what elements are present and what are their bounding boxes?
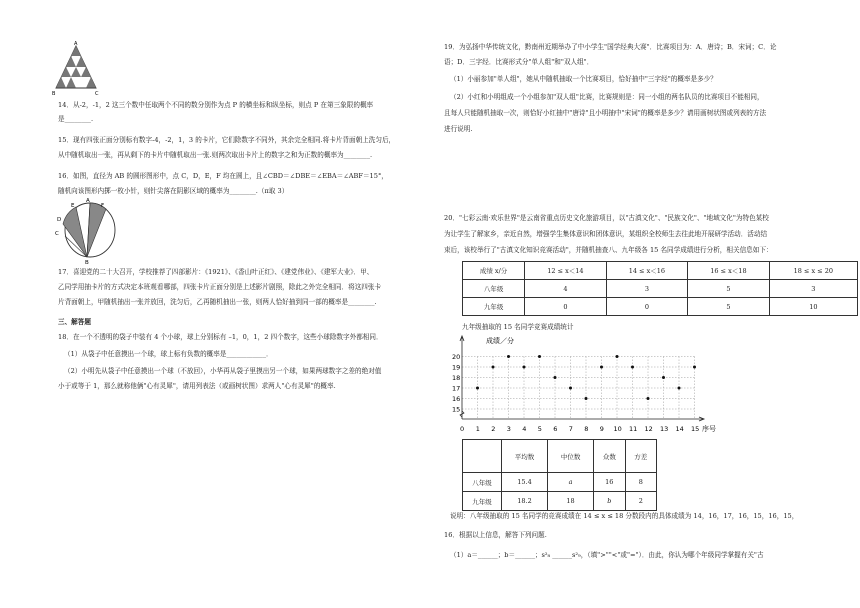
circle-label-d: D bbox=[57, 217, 62, 223]
table-cell: 3 bbox=[769, 280, 857, 298]
y-tick-label: 18 bbox=[452, 374, 461, 382]
data-point bbox=[507, 355, 510, 358]
x-tick-label: 1 bbox=[475, 425, 480, 433]
freq-header: 12 ≤ x＜14 bbox=[525, 262, 607, 280]
x-tick-label: 12 bbox=[644, 425, 653, 433]
data-point bbox=[678, 387, 681, 390]
x-tick-label: 5 bbox=[537, 425, 542, 433]
chart-origin: 0 bbox=[460, 425, 465, 433]
table-cell: 4 bbox=[525, 280, 607, 298]
circle-label-a: A bbox=[86, 198, 90, 204]
frequency-table bbox=[462, 261, 858, 316]
table-row bbox=[463, 473, 657, 492]
q18-sub1: （1）从袋子中任意摸出一个球，球上标有负数的概率是____________． bbox=[64, 350, 273, 358]
q19-line2: 语；D．三字经．比赛形式分"单人组"和"双人组"． bbox=[444, 58, 594, 66]
q16-line1: 16．如图，直径为 AB 的圆形图形中，点 C，D，E，F 均在圆上，且∠CBD＝∠DBE＝∠EBA＝∠ABF＝15°， bbox=[58, 172, 388, 180]
q17-line2: 乙同学用抽卡片的方式决定本班观看哪部，四张卡片正面分别是上述影片剧照，除此之外完全相同．将这四张卡 bbox=[58, 283, 382, 291]
score-chart bbox=[452, 333, 732, 433]
table-cell: 15.4 bbox=[502, 473, 548, 492]
table-cell: 0 bbox=[525, 298, 607, 316]
x-tick-label: 8 bbox=[584, 425, 589, 433]
freq-header: 18 ≤ x ≤ 20 bbox=[769, 262, 857, 280]
table-cell: 2 bbox=[625, 492, 656, 511]
table-cell: b bbox=[594, 492, 625, 511]
table-cell: 16 bbox=[594, 473, 625, 492]
q19-sub1: （1）小丽参加"单人组"，她从中随机抽取一个比赛项目，恰好抽中"三字经"的概率是多少？ bbox=[450, 75, 717, 83]
q14-line2: 是________. bbox=[58, 115, 94, 123]
freq-header-row bbox=[463, 262, 858, 280]
data-point bbox=[585, 397, 588, 400]
right-column bbox=[430, 0, 860, 608]
data-point bbox=[523, 366, 526, 369]
q19-line1: 19．为弘扬中华传统文化，黔南州近期举办了中小学生"国学经典大赛"．比赛项目为：A．唐诗；B．宋词；C．论 bbox=[444, 43, 777, 51]
stats-header: 中位数 bbox=[548, 440, 594, 473]
data-point bbox=[476, 387, 479, 390]
data-point bbox=[693, 366, 696, 369]
x-tick-label: 10 bbox=[613, 425, 622, 433]
data-point bbox=[647, 397, 650, 400]
table-cell: 18.2 bbox=[502, 492, 548, 511]
q16-line2: 随机向该图形内掷一枚小针，则针尖落在阴影区域的概率为________.（π取 3） bbox=[58, 187, 289, 195]
table-row bbox=[463, 280, 858, 298]
stats-header bbox=[463, 440, 502, 473]
y-tick-label: 19 bbox=[452, 363, 461, 372]
q18-sub2b: 小于或等于 1，那么就称他俩"心有灵犀"，请用列表法（或画树状图）求两人"心有灵犀"的概率. bbox=[58, 382, 336, 390]
table-cell: 八年级 bbox=[463, 473, 502, 492]
stats-header-row bbox=[463, 440, 657, 473]
q20-line3: 束后，该校举行了"古滇文化知识竞赛活动"，并随机抽查八、九年级各 15 名同学成绩进行分析，相关信息如下： bbox=[444, 246, 773, 254]
circle-label-f: F bbox=[101, 203, 105, 209]
table-cell: 5 bbox=[688, 298, 770, 316]
freq-header: 14 ≤ x＜16 bbox=[606, 262, 688, 280]
freq-header: 16 ≤ x＜18 bbox=[688, 262, 770, 280]
data-point bbox=[616, 355, 619, 358]
table-cell: 八年级 bbox=[463, 280, 525, 298]
table-cell: 8 bbox=[625, 473, 656, 492]
triangle-label-c: C bbox=[95, 91, 99, 96]
circle-label-e: E bbox=[71, 203, 75, 209]
q18-line1: 18．在一个不透明的袋子中装有 4 个小球，球上分别标有 –1，0，1，2 四个数字，这些小球除数字外都相同． bbox=[58, 333, 383, 341]
x-tick-label: 4 bbox=[522, 425, 527, 433]
circle-figure bbox=[52, 198, 120, 264]
table-cell: 九年级 bbox=[463, 492, 502, 511]
data-point bbox=[554, 376, 557, 379]
data-point bbox=[662, 376, 665, 379]
triangle-figure bbox=[52, 40, 104, 96]
freq-header: 成绩 x/分 bbox=[463, 262, 525, 280]
q19-sub2b: 且每人只能随机抽取一次，则恰好小红抽中"唐诗"且小明抽中"宋词"的概率是多少？请用画树状图或列表的方法 bbox=[444, 109, 767, 117]
triangle-label-b: B bbox=[52, 91, 56, 96]
x-tick-label: 3 bbox=[506, 425, 511, 433]
table-row bbox=[463, 298, 858, 316]
stats-header: 平均数 bbox=[502, 440, 548, 473]
q17-line3: 片背面朝上，甲随机抽出一张并放回，洗匀后，乙再随机抽出一张，则两人恰好抽到同一部的概率是________. bbox=[58, 298, 377, 306]
y-tick-label: 16 bbox=[452, 395, 461, 403]
x-tick-label: 7 bbox=[568, 425, 573, 433]
stats-header: 方差 bbox=[625, 440, 656, 473]
table-cell: 0 bbox=[606, 298, 688, 316]
table-row bbox=[463, 492, 657, 511]
chart-caption: 九年级抽取的 15 名同学竞赛成绩统计 bbox=[462, 323, 574, 331]
q19-sub2c: 进行说明. bbox=[444, 125, 473, 133]
q18-sub2a: （2）小明先从袋子中任意摸出一个球（不放回），小华再从袋子里摸出另一个球，如果两球数字之差的绝对值 bbox=[64, 367, 382, 375]
table-cell: 3 bbox=[606, 280, 688, 298]
table-cell: 九年级 bbox=[463, 298, 525, 316]
section-heading: 三、解答题 bbox=[58, 318, 91, 326]
table-cell: 5 bbox=[688, 280, 770, 298]
q17-line1: 17．喜迎党的二十大召开，学校推荐了四部影片：《1921》、《香山叶正红》、《建党伟业》、《建军大业》．甲、 bbox=[58, 268, 374, 276]
y-tick-label: 15 bbox=[452, 405, 461, 414]
q20-line1: 20．"七彩云南·欢乐世界"是云南省重点历史文化旅游项目，以"古滇文化"、"民族文化"、"地域文化"为特色某校 bbox=[444, 214, 769, 222]
y-tick-label: 20 bbox=[452, 353, 461, 361]
triangle-label-a: A bbox=[74, 41, 78, 47]
table-cell: 18 bbox=[548, 492, 594, 511]
data-point bbox=[631, 366, 634, 369]
answer-line: （1）a＝______；b＝______；s²₈ ______s²₉，（填">""<"或"="）．由此，你认为哪个年级同学掌握有关"古 bbox=[450, 551, 764, 559]
x-tick-label: 11 bbox=[629, 425, 638, 433]
data-point bbox=[538, 355, 541, 358]
data-point bbox=[492, 366, 495, 369]
x-tick-label: 14 bbox=[675, 425, 684, 433]
chart-ylabel: 成绩／分 bbox=[486, 337, 514, 345]
q19-sub2a: （2）小红和小明组成一个小组参加"双人组"比赛，比赛规则是：同一小组的两名队员的比赛项目不能相同， bbox=[450, 93, 764, 101]
x-tick-label: 2 bbox=[491, 425, 496, 433]
q15-line2: 从中随机取出一张，再从剩下的卡片中随机取出一张.则两次取出卡片上的数字之和为正数的概率为________. bbox=[58, 151, 373, 159]
q14-line1: 14．从-2，-1，2 这三个数中任取两个不同的数分别作为点 P 的横坐标和纵坐标，则点 P 在第三象限的概率 bbox=[58, 101, 374, 109]
q20-line2: 为让学生了解家乡，亲近自然，增强学生集体意识和团体意识，某组织全校师生去往此地开展研学活动．活动结 bbox=[444, 230, 768, 238]
data-point bbox=[569, 387, 572, 390]
table-cell: a bbox=[548, 473, 594, 492]
y-tick-label: 17 bbox=[452, 384, 461, 393]
table-cell: 10 bbox=[769, 298, 857, 316]
x-tick-label: 15 bbox=[691, 425, 700, 433]
circle-label-b: B bbox=[85, 260, 89, 264]
q15-line1: 15．现有四张正面分别标有数字-4，-2，1，3 的卡片，它们除数字不同外，其余完全相同.将卡片背面朝上洗匀后， bbox=[58, 136, 396, 144]
data-point bbox=[600, 366, 603, 369]
circle-label-c: C bbox=[55, 231, 59, 237]
note-line2: 16．根据以上信息，解答下列问题. bbox=[444, 531, 547, 539]
x-tick-label: 6 bbox=[553, 425, 558, 433]
chart-xlabel: 序号 bbox=[702, 425, 716, 433]
x-tick-label: 13 bbox=[660, 425, 669, 433]
note-line1: 说明：八年级抽取的 15 名同学的竞赛成绩在 14 ≤ x ≤ 18 分数段内的具体成绩为 14，16，17，16，15，16，15， bbox=[450, 512, 799, 520]
stats-header: 众数 bbox=[594, 440, 625, 473]
x-tick-label: 9 bbox=[599, 425, 604, 433]
stats-table bbox=[462, 439, 657, 511]
